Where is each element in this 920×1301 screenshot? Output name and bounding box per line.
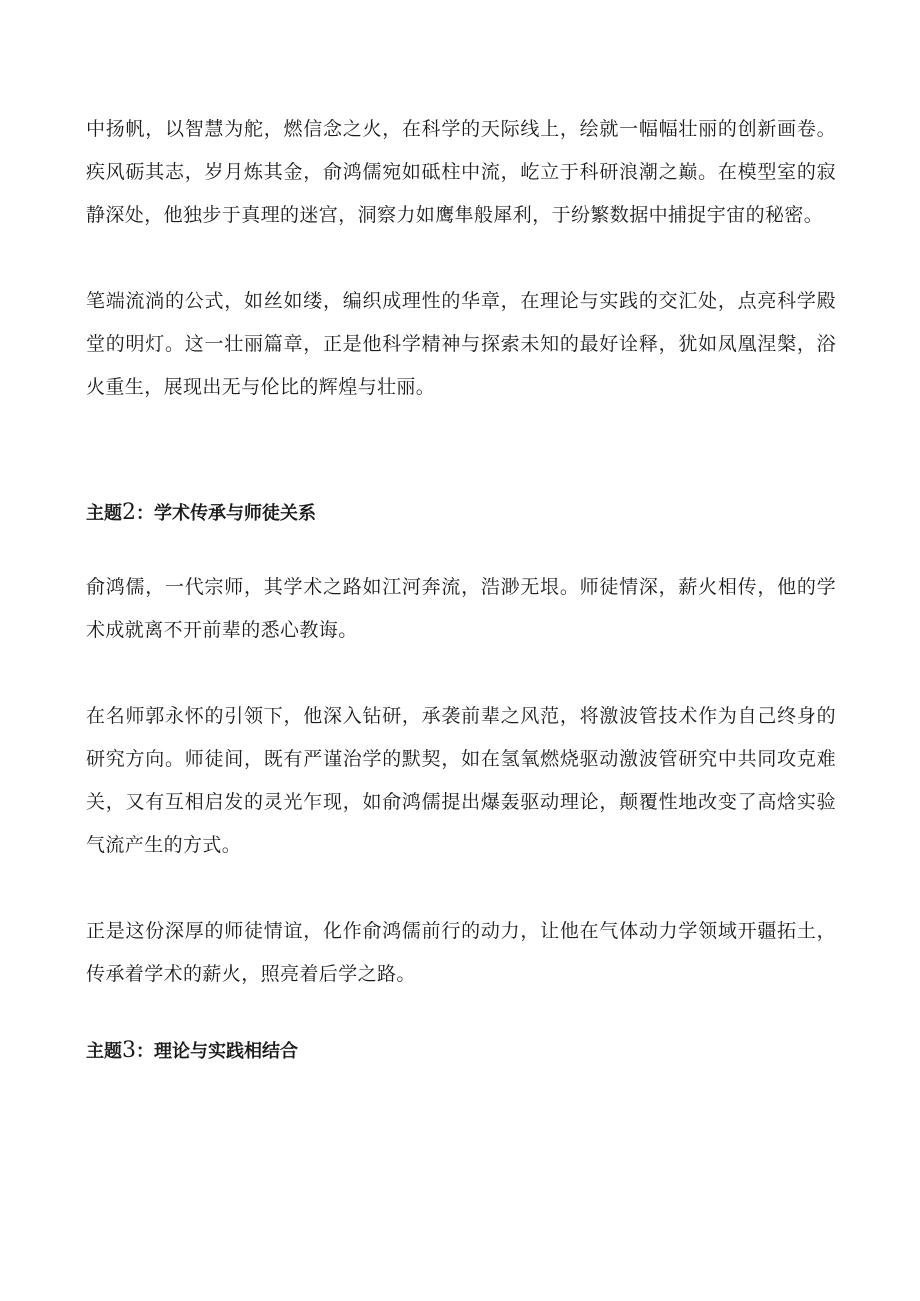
heading-2-prefix: 主题 (86, 503, 122, 524)
paragraph-mentorship-conclusion: 正是这份深厚的师徒情谊，化作俞鸿儒前行的动力，让他在气体动力学领域开疆拓土，传承着学术的薪火，照亮着后学之路。 (86, 920, 836, 985)
paragraph-intro-continued: 中扬帆，以智慧为舵，燃信念之火，在科学的天际线上，绘就一幅幅壮丽的创新画卷。疾风砺其志，岁月炼其金，俞鸿儒宛如砥柱中流，屹立于科研浪潮之巅。在模型室的寂静深处，他独步于真理的迷宫，洞察力如鹰隼般犀利，于纷繁数据中捕捉宇宙的秘密。 (86, 118, 836, 226)
paragraph-mentorship-intro: 俞鸿儒，一代宗师，其学术之路如江河奔流，浩渺无垠。师徒情深，薪火相传，他的学术成就离不开前辈的悉心教诲。 (86, 576, 836, 641)
section-heading-3 (86, 1036, 836, 1067)
heading-3-prefix: 主题 (86, 1041, 122, 1062)
heading-2-title: ：学术传承与师徒关系 (136, 503, 316, 524)
paragraph-mentor-guo: 在名师郭永怀的引领下，他深入钻研，承袭前辈之风范，将激波管技术作为自己终身的研究方向。师徒间，既有严谨治学的默契，如在氢氧燃烧驱动激波管研究中共同攻克难关，又有互相启发的灵光乍现，如俞鸿儒提出爆轰驱动理论，颠覆性地改变了高焓实验气流产生的方式。 (86, 705, 836, 856)
heading-2-number: 2 (122, 500, 136, 525)
heading-3-number: 3 (122, 1038, 136, 1063)
heading-3-title: ：理论与实践相结合 (136, 1041, 298, 1062)
paragraph-formula: 笔端流淌的公式，如丝如缕，编织成理性的华章，在理论与实践的交汇处，点亮科学殿堂的明灯。这一壮丽篇章，正是他科学精神与探索未知的最好诠释，犹如凤凰涅槃，浴火重生，展现出无与伦比的辉煌与壮丽。 (86, 290, 836, 398)
section-heading-2 (86, 498, 836, 529)
